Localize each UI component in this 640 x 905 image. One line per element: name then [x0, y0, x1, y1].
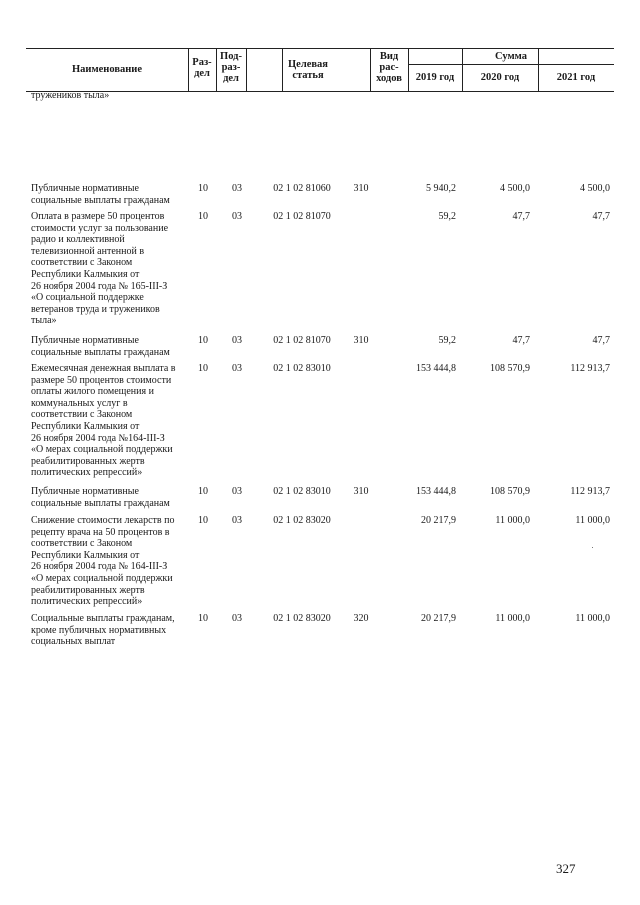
row-target: 02 1 02 83010	[273, 363, 331, 374]
scan-speck	[592, 547, 593, 548]
row-section: 10	[198, 486, 208, 497]
row-name: Снижение стоимости лекарств по рецепту врача на 50 процентов в соответствии с Законом Республики Калмыкия от 26 ноября 2004 года № 164-III-З «О мерах социальной поддержки реабилитированных жертв политических репрессий»	[31, 515, 175, 608]
row-subsection: 03	[232, 363, 242, 374]
row-name: Публичные нормативные социальные выплаты гражданам	[31, 486, 170, 509]
row-target: 02 1 02 83020	[273, 613, 331, 624]
table-header	[26, 48, 614, 92]
row-target: 02 1 02 81070	[273, 335, 331, 346]
header-name: Наименование	[72, 64, 142, 75]
row-2019: 59,2	[438, 335, 456, 346]
row-2019: 5 940,2	[426, 183, 456, 194]
row-2021: 11 000,0	[575, 613, 610, 624]
row-target: 02 1 02 81060	[273, 183, 331, 194]
row-2021: 112 913,7	[570, 363, 610, 374]
row-2020: 108 570,9	[490, 363, 530, 374]
row-section: 10	[198, 211, 208, 222]
row-2019: 153 444,8	[416, 363, 456, 374]
row-subsection: 03	[232, 515, 242, 526]
row-name: Ежемесячная денежная выплата в размере 50 процентов стоимости оплаты жилого помещения и коммунальных услуг в соответствии с Законом Республики Калмыкия от 26 ноября 2004 года №164-III-З «О мерах социальной поддержки реабилитированных жертв политических репрессий»	[31, 363, 176, 479]
row-section: 10	[198, 515, 208, 526]
row-subsection: 03	[232, 335, 242, 346]
row-name: Публичные нормативные социальные выплаты гражданам	[31, 335, 170, 358]
row-kind: 310	[353, 335, 369, 346]
row-2020: 47,7	[512, 335, 530, 346]
row-subsection: 03	[232, 211, 242, 222]
row-2020: 47,7	[512, 211, 530, 222]
row-subsection: 03	[232, 486, 242, 497]
row-name: Оплата в размере 50 процентов стоимости услуг за пользование радио и коллективной телевизионной антенной в соответствии с Законом Республики Калмыкия от 26 ноября 2004 года № 165-III-З «О социальной поддержке ветеранов труда и тружеников тыла»	[31, 211, 169, 327]
row-section: 10	[198, 183, 208, 194]
header-2019: 2019 год	[415, 72, 455, 83]
row-2019: 153 444,8	[416, 486, 456, 497]
row-2020: 4 500,0	[500, 183, 530, 194]
header-sum: Сумма	[495, 51, 527, 62]
header-section: Раз- дел	[192, 57, 212, 79]
header-target: Целевая статья	[288, 59, 328, 81]
row-2021: 47,7	[592, 211, 610, 222]
row-section: 10	[198, 335, 208, 346]
row-2020: 108 570,9	[490, 486, 530, 497]
row-2019: 20 217,9	[421, 515, 456, 526]
row-section: 10	[198, 613, 208, 624]
row-kind: 320	[353, 613, 369, 624]
header-2021: 2021 год	[556, 72, 596, 83]
row-name: Социальные выплаты гражданам, кроме публичных нормативных социальных выплат	[31, 613, 175, 648]
row-2021: 47,7	[592, 335, 610, 346]
row-2021: 4 500,0	[580, 183, 610, 194]
header-kind: Вид рас- ходов	[376, 51, 402, 84]
row-2021: 11 000,0	[575, 515, 610, 526]
row-section: 10	[198, 363, 208, 374]
row-2019: 59,2	[438, 211, 456, 222]
page-number: 327	[556, 861, 576, 876]
continued-text: тружеников тыла»	[31, 90, 110, 101]
row-kind: 310	[353, 183, 369, 194]
row-2019: 20 217,9	[421, 613, 456, 624]
row-2021: 112 913,7	[570, 486, 610, 497]
header-subsection: Под- раз- дел	[220, 51, 242, 84]
row-subsection: 03	[232, 183, 242, 194]
row-2020: 11 000,0	[495, 515, 530, 526]
row-2020: 11 000,0	[495, 613, 530, 624]
row-subsection: 03	[232, 613, 242, 624]
row-target: 02 1 02 81070	[273, 211, 331, 222]
row-target: 02 1 02 83020	[273, 515, 331, 526]
header-2020: 2020 год	[480, 72, 520, 83]
row-target: 02 1 02 83010	[273, 486, 331, 497]
row-kind: 310	[353, 486, 369, 497]
row-name: Публичные нормативные социальные выплаты гражданам	[31, 183, 170, 206]
